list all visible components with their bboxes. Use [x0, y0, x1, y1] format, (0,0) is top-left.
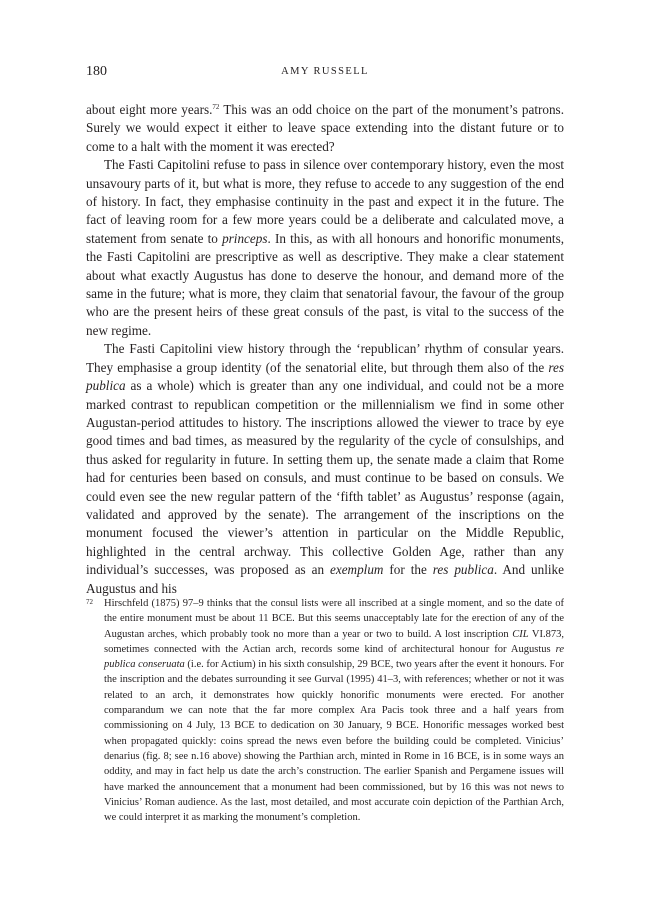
italic-term: res publica — [86, 359, 564, 394]
text-run: as a whole) which is greater than any one individual, and could not be a more marked contrast to republican competition or the millennialism we find in some other Augustan-period attitudes to history. The inscriptions allowed the viewer to trace by eye good times and bad times, as measured by the regularity of the cycle of consulships, and thus asked for regularity in future. In setting them up, the senate made a claim that Rome had for centuries been based on consuls, and must continue to be based on consuls. We could even see the new regular pattern of the ‘fifth tablet’ as Augustus’ response (again, validated and approved by the senate). The arrangement of the inscriptions on the monument focused the viewer’s attention in particular on the Middle Republic, highlighted in the central archway. This collective Golden Age, rather than any individual’s successes, was proposed as an — [86, 378, 564, 578]
text-run: This was an odd choice on the part of the monument’s patrons. Surely we would expect it either to leave space extending into the distant future or to come to a halt with the moment it was erected? — [86, 102, 564, 154]
text-run: . In this, as with all honours and honorific monuments, the Fasti Capitolini are prescriptive as well as descriptive. They make a clear statement about what exactly Augustus has done to deserve the honour, and demand more of the same in the future; what is more, they claim that senatorial favour, the favour of the group who are the present heirs of these great consuls of the past, is vital to the success of the new regime. — [86, 230, 564, 338]
text-run: Hirschfeld (1875) 97–9 thinks that the consul lists were all inscribed at a single moment, and so the date of the entire monument must be about 11 BCE. But this seems unacceptably late for the erection of any of the Augustan arches, which probably took no more than a year or two to build. A lost inscription — [104, 598, 564, 640]
footnote-ref[interactable]: 72 — [212, 103, 220, 111]
paragraph — [86, 101, 564, 156]
footnote — [86, 596, 564, 825]
italic-term: res publica — [432, 562, 494, 578]
italic-term: CIL — [512, 628, 529, 640]
footnotes — [86, 596, 564, 825]
text-run: about eight more years. — [86, 102, 213, 117]
italic-term: princeps — [222, 230, 268, 246]
text-run: . And unlike Augustus and his — [86, 562, 564, 596]
text-run: The Fasti Capitolini refuse to pass in silence over contemporary history, even the most unsavoury parts of it, but what is more, they refuse to accede to any suggestion of the end of history. In fact, they emphasise continuity in the past and expect it in the future. The fact of leaving room for a few more years could be a deliberate and calculated move, a statement from senate to — [86, 157, 564, 246]
text-run: (i.e. for Actium) in his sixth consulship, 29 BCE, two years after the event it honours. For the inscription and the debates surrounding it see Gurval (1995) 41–3, with references; whether or not it was related to an arch, it demonstrates how quickly honorific monuments were erected. For another comparandum we can note that the far more complex Ara Pacis took three and a half years from commissioning on 4 July, 13 BCE to dedication on 30 January, 9 BCE. Honorific messages worked best when propagated quickly: coins spread the news even before the building could be completed. Vinicius’ denarius (fig. 8; see n.16 above) showing the Parthian arch, minted in Rome in 16 BCE, is in some ways an oddity, and may in fact help us date the arch’s construction. The earlier Spanish and Pergamene issues will have marked the announcement that a monument had been commissioned, but by 16 this was not news to Vinicius’ Roman audience. As the last, most detailed, and most accurate coin depiction of the Parthian Arch, we could interpret it as marking the monument’s completion. — [104, 659, 564, 824]
italic-term: re publica conseruata — [104, 643, 564, 671]
running-head — [86, 64, 564, 84]
paragraph — [86, 156, 564, 340]
paragraph — [86, 340, 564, 598]
italic-term: exemplum — [330, 562, 384, 578]
body-text — [86, 101, 564, 598]
footnote-number: 72 — [86, 598, 93, 606]
text-run: VI.873, sometimes connected with the Actian arch, records some kind of architectural honour for Augustus — [104, 628, 565, 655]
text-run: The Fasti Capitolini view history through the ‘republican’ rhythm of consular years. They emphasise a group identity (of the senatorial elite, but through them also of the — [86, 341, 564, 375]
running-title: AMY RUSSELL — [281, 66, 369, 77]
text-run: for the — [383, 562, 433, 578]
page-number: 180 — [86, 64, 107, 79]
